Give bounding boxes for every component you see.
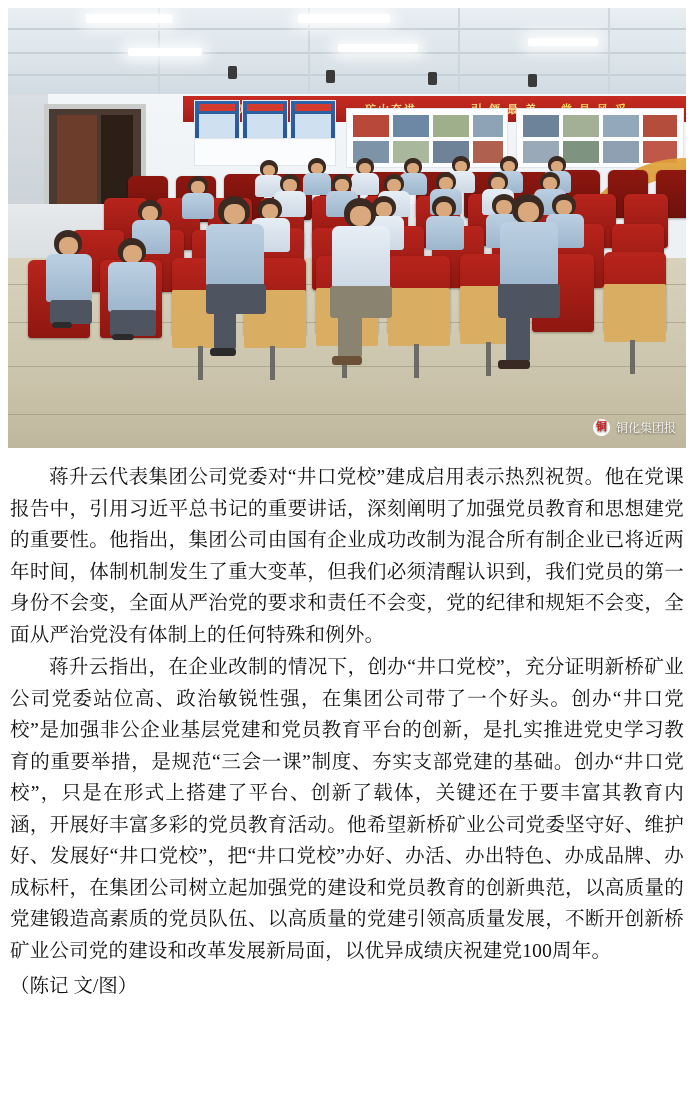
article-byline: （陈记 文/图）: [10, 976, 138, 997]
ceiling-line: [458, 8, 460, 100]
ceiling-line: [608, 8, 610, 100]
ceiling-spotlight: [326, 70, 335, 83]
ceiling-light: [528, 38, 598, 46]
wall-photo: [602, 140, 640, 164]
ceiling-light: [298, 14, 390, 23]
ceiling-spotlight: [228, 66, 237, 79]
ceiling-light: [128, 48, 202, 56]
seat-back-panel: [604, 284, 666, 342]
wall-photo: [642, 114, 678, 138]
ceiling-light: [86, 14, 172, 23]
photo-scene: [8, 8, 686, 448]
seat-back-panel: [388, 288, 450, 346]
wall-photo: [562, 114, 600, 138]
wall-photo: [562, 140, 600, 164]
wall-photo: [432, 114, 470, 138]
newspaper-page: [0, 8, 694, 1094]
article-body: [10, 462, 684, 1002]
seat-leg: [270, 346, 275, 380]
ceiling-line: [8, 28, 686, 30]
ceiling-light: [338, 44, 418, 52]
seat-leg: [414, 344, 419, 378]
banner-text: 最: [507, 104, 521, 116]
watermark-label: 铜化集团报: [615, 421, 676, 435]
article-paragraph-1: 蒋升云代表集团公司党委对“井口党校”建成启用表示热烈祝贺。他在党课报告中，引用习近平总书记的重要讲话，深刻阐明了加强党员教育和思想建党的重要性。他指出，集团公司由国有企业成功改制为混合所有制企业已将近两年时间，体制机制发生了重大变革，但我们必须清醒认识到，我们党员的第一身份不会变，全面从严治党的要求和责任不会变，党的纪律和规矩不会变，全面从严治党没有体制上的任何特殊和例外。: [10, 467, 684, 646]
ceiling-line: [8, 52, 686, 54]
photo-watermark: [593, 419, 676, 436]
seat-leg: [630, 340, 635, 374]
article-photo: [8, 8, 686, 448]
ceiling: [8, 8, 686, 100]
seat-leg: [198, 346, 203, 380]
ceiling-spotlight: [528, 74, 537, 87]
wall-photo: [472, 114, 504, 138]
wall-photo: [472, 140, 504, 164]
wall-photo: [352, 114, 390, 138]
ceiling-spotlight: [428, 72, 437, 85]
seat-leg: [486, 342, 491, 376]
wall-photo: [522, 114, 560, 138]
wall-photo: [602, 114, 640, 138]
ceiling-line: [8, 74, 686, 76]
wall-photo: [392, 114, 430, 138]
watermark-logo-icon: 铜: [593, 419, 610, 436]
article-paragraph-2: 蒋升云指出，在企业改制的情况下，创办“井口党校”，充分证明新桥矿业公司党委站位高、政治敏锐性强，在集团公司带了一个好头。创办“井口党校”是加强非公企业基层党建和党员教育平台的创新，是扎实推进党史学习教育的重要举措，是规范“三会一课”制度、夯实支部党建的基础。创办“井口党校”，只是在形式上搭建了平台、创新了载体，关键还在于要丰富其教育内涵，开展好丰富多彩的党员教育活动。他希望新桥矿业公司党委坚守好、维护好、发展好“井口党校”，把“井口党校”办好、办活、办出特色、办成品牌、办成标杆，在集团公司树立起加强党的建设和党员教育的创新典范，以高质量的党建锻造高素质的党员队伍、以高质量的党建引领高质量发展，不断开创新桥矿业公司党的建设和改革发展新局面，以优异成绩庆祝建党100周年。: [10, 657, 684, 962]
